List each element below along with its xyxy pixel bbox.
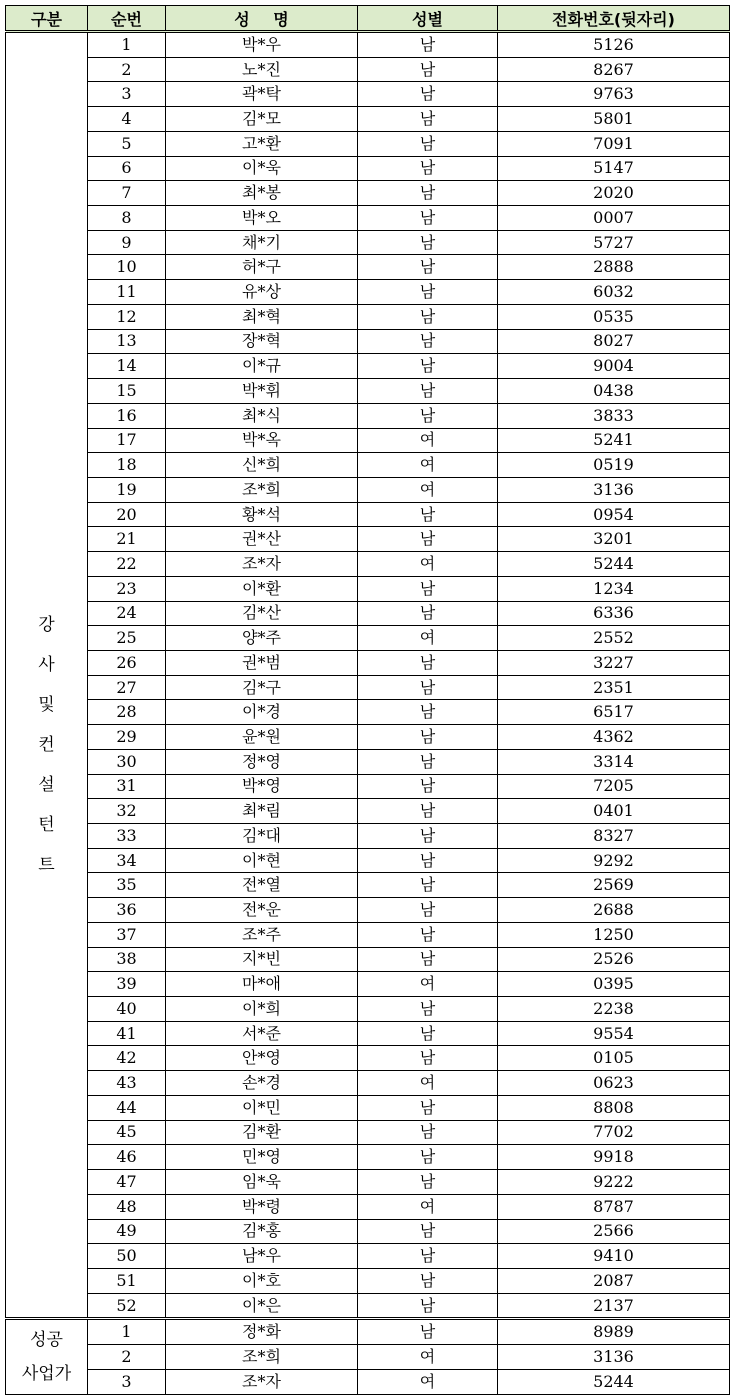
cell-phone: 6032 xyxy=(498,280,730,305)
header-phone: 전화번호(뒷자리) xyxy=(498,6,730,32)
cell-number: 20 xyxy=(88,502,166,527)
cell-phone: 5801 xyxy=(498,107,730,132)
table-row xyxy=(6,1293,730,1319)
table-row xyxy=(6,824,730,849)
cell-phone: 7205 xyxy=(498,774,730,799)
table-row xyxy=(6,57,730,82)
cell-phone: 2351 xyxy=(498,675,730,700)
cell-number: 31 xyxy=(88,774,166,799)
table-row xyxy=(6,1244,730,1269)
cell-name: 임*욱 xyxy=(166,1170,358,1195)
cell-name: 박*영 xyxy=(166,774,358,799)
cell-number: 13 xyxy=(88,329,166,354)
cell-phone: 0401 xyxy=(498,799,730,824)
cell-phone: 9554 xyxy=(498,1021,730,1046)
cell-phone: 2087 xyxy=(498,1268,730,1293)
cell-name: 김*대 xyxy=(166,824,358,849)
table-row xyxy=(6,1120,730,1145)
cell-gender: 여 xyxy=(358,453,498,478)
cell-phone: 0623 xyxy=(498,1071,730,1096)
cell-phone: 9763 xyxy=(498,82,730,107)
group-label-text: 성공 xyxy=(30,1329,63,1350)
table-row xyxy=(6,1194,730,1219)
cell-phone: 5727 xyxy=(498,230,730,255)
cell-number: 3 xyxy=(88,82,166,107)
table-row xyxy=(6,799,730,824)
cell-number: 40 xyxy=(88,997,166,1022)
table-row xyxy=(6,947,730,972)
cell-number: 28 xyxy=(88,700,166,725)
table-row xyxy=(6,725,730,750)
cell-number: 6 xyxy=(88,156,166,181)
cell-name: 안*영 xyxy=(166,1046,358,1071)
cell-phone: 2888 xyxy=(498,255,730,280)
cell-phone: 6336 xyxy=(498,601,730,626)
cell-phone: 8267 xyxy=(498,57,730,82)
cell-number: 44 xyxy=(88,1095,166,1120)
cell-number: 48 xyxy=(88,1194,166,1219)
cell-number: 21 xyxy=(88,527,166,552)
table-row xyxy=(6,1095,730,1120)
table-row xyxy=(6,403,730,428)
cell-phone: 5126 xyxy=(498,32,730,58)
cell-phone: 2526 xyxy=(498,947,730,972)
cell-name: 박*오 xyxy=(166,206,358,231)
table-row xyxy=(6,1071,730,1096)
cell-phone: 6517 xyxy=(498,700,730,725)
cell-name: 권*산 xyxy=(166,527,358,552)
cell-number: 19 xyxy=(88,477,166,502)
cell-gender: 남 xyxy=(358,1145,498,1170)
group-label-text: 및 xyxy=(38,695,55,716)
cell-phone: 9410 xyxy=(498,1244,730,1269)
cell-number: 17 xyxy=(88,428,166,453)
cell-number: 1 xyxy=(88,1319,166,1345)
cell-gender: 남 xyxy=(358,206,498,231)
cell-gender: 남 xyxy=(358,304,498,329)
cell-name: 박*령 xyxy=(166,1194,358,1219)
table-row xyxy=(6,156,730,181)
cell-gender: 남 xyxy=(358,947,498,972)
cell-name: 박*옥 xyxy=(166,428,358,453)
cell-name: 박*우 xyxy=(166,32,358,58)
cell-number: 27 xyxy=(88,675,166,700)
cell-name: 이*환 xyxy=(166,576,358,601)
cell-number: 43 xyxy=(88,1071,166,1096)
cell-name: 이*은 xyxy=(166,1293,358,1319)
cell-number: 47 xyxy=(88,1170,166,1195)
cell-number: 26 xyxy=(88,650,166,675)
cell-gender: 남 xyxy=(358,675,498,700)
cell-gender: 남 xyxy=(358,700,498,725)
cell-name: 전*열 xyxy=(166,873,358,898)
cell-name: 최*식 xyxy=(166,403,358,428)
cell-gender: 남 xyxy=(358,354,498,379)
cell-gender: 남 xyxy=(358,1293,498,1319)
table-row xyxy=(6,873,730,898)
cell-name: 최*혁 xyxy=(166,304,358,329)
table-row xyxy=(6,1268,730,1293)
table-row xyxy=(6,477,730,502)
cell-number: 34 xyxy=(88,848,166,873)
cell-phone: 5244 xyxy=(498,1369,730,1394)
table-row xyxy=(6,675,730,700)
table-row xyxy=(6,32,730,58)
table-row xyxy=(6,1319,730,1345)
header-gender: 성별 xyxy=(358,6,498,32)
cell-gender: 여 xyxy=(358,1345,498,1370)
cell-name: 장*혁 xyxy=(166,329,358,354)
cell-number: 16 xyxy=(88,403,166,428)
cell-gender: 여 xyxy=(358,972,498,997)
cell-gender: 남 xyxy=(358,799,498,824)
table-row xyxy=(6,428,730,453)
table-row xyxy=(6,255,730,280)
cell-gender: 여 xyxy=(358,626,498,651)
cell-phone: 3136 xyxy=(498,1345,730,1370)
cell-number: 25 xyxy=(88,626,166,651)
table-row xyxy=(6,601,730,626)
cell-number: 37 xyxy=(88,922,166,947)
table-row xyxy=(6,774,730,799)
roster-table xyxy=(5,5,730,1395)
cell-name: 최*봉 xyxy=(166,181,358,206)
cell-name: 정*화 xyxy=(166,1319,358,1345)
cell-gender: 남 xyxy=(358,403,498,428)
table-row xyxy=(6,922,730,947)
cell-number: 12 xyxy=(88,304,166,329)
cell-name: 조*주 xyxy=(166,922,358,947)
cell-name: 마*애 xyxy=(166,972,358,997)
cell-phone: 2238 xyxy=(498,997,730,1022)
cell-phone: 0519 xyxy=(498,453,730,478)
cell-gender: 남 xyxy=(358,873,498,898)
cell-number: 7 xyxy=(88,181,166,206)
table-row xyxy=(6,502,730,527)
cell-phone: 5244 xyxy=(498,552,730,577)
table-row xyxy=(6,453,730,478)
cell-name: 최*림 xyxy=(166,799,358,824)
cell-name: 민*영 xyxy=(166,1145,358,1170)
cell-gender: 남 xyxy=(358,1120,498,1145)
cell-phone: 4362 xyxy=(498,725,730,750)
cell-name: 서*준 xyxy=(166,1021,358,1046)
group-label-text: 컨 xyxy=(38,735,55,756)
cell-gender: 남 xyxy=(358,181,498,206)
cell-name: 양*주 xyxy=(166,626,358,651)
cell-phone: 2688 xyxy=(498,898,730,923)
cell-gender: 남 xyxy=(358,527,498,552)
cell-name: 지*빈 xyxy=(166,947,358,972)
cell-name: 이*민 xyxy=(166,1095,358,1120)
table-row xyxy=(6,131,730,156)
header-row xyxy=(6,6,730,32)
table-row xyxy=(6,1170,730,1195)
table-row xyxy=(6,626,730,651)
cell-name: 박*휘 xyxy=(166,379,358,404)
cell-number: 38 xyxy=(88,947,166,972)
cell-gender: 남 xyxy=(358,725,498,750)
cell-phone: 3136 xyxy=(498,477,730,502)
cell-number: 36 xyxy=(88,898,166,923)
cell-gender: 여 xyxy=(358,428,498,453)
cell-number: 52 xyxy=(88,1293,166,1319)
cell-name: 이*욱 xyxy=(166,156,358,181)
table-row xyxy=(6,354,730,379)
cell-phone: 0438 xyxy=(498,379,730,404)
table-row xyxy=(6,527,730,552)
cell-number: 3 xyxy=(88,1369,166,1394)
cell-name: 황*석 xyxy=(166,502,358,527)
cell-gender: 남 xyxy=(358,1319,498,1345)
table-row xyxy=(6,576,730,601)
table-row xyxy=(6,997,730,1022)
cell-gender: 남 xyxy=(358,255,498,280)
header-number: 순번 xyxy=(88,6,166,32)
cell-name: 윤*원 xyxy=(166,725,358,750)
cell-gender: 남 xyxy=(358,601,498,626)
cell-phone: 5147 xyxy=(498,156,730,181)
cell-phone: 2569 xyxy=(498,873,730,898)
cell-gender: 남 xyxy=(358,1170,498,1195)
cell-gender: 남 xyxy=(358,898,498,923)
header-name: 성 명 xyxy=(166,6,358,32)
cell-phone: 1234 xyxy=(498,576,730,601)
cell-number: 22 xyxy=(88,552,166,577)
cell-number: 5 xyxy=(88,131,166,156)
cell-gender: 남 xyxy=(358,1268,498,1293)
cell-gender: 여 xyxy=(358,477,498,502)
cell-gender: 남 xyxy=(358,922,498,947)
cell-gender: 남 xyxy=(358,131,498,156)
cell-name: 곽*탁 xyxy=(166,82,358,107)
cell-gender: 남 xyxy=(358,1219,498,1244)
cell-name: 조*희 xyxy=(166,1345,358,1370)
cell-phone: 0395 xyxy=(498,972,730,997)
cell-name: 이*규 xyxy=(166,354,358,379)
cell-gender: 남 xyxy=(358,230,498,255)
cell-phone: 9918 xyxy=(498,1145,730,1170)
cell-number: 8 xyxy=(88,206,166,231)
cell-name: 김*모 xyxy=(166,107,358,132)
cell-number: 2 xyxy=(88,57,166,82)
cell-phone: 9222 xyxy=(498,1170,730,1195)
cell-number: 24 xyxy=(88,601,166,626)
cell-name: 남*우 xyxy=(166,1244,358,1269)
cell-gender: 남 xyxy=(358,848,498,873)
table-row xyxy=(6,1219,730,1244)
cell-name: 신*희 xyxy=(166,453,358,478)
cell-phone: 8787 xyxy=(498,1194,730,1219)
table-row xyxy=(6,1046,730,1071)
group-label-text: 사 xyxy=(38,655,55,676)
table-row xyxy=(6,1345,730,1370)
cell-gender: 남 xyxy=(358,82,498,107)
table-row xyxy=(6,82,730,107)
cell-name: 이*경 xyxy=(166,700,358,725)
cell-phone: 3201 xyxy=(498,527,730,552)
cell-number: 35 xyxy=(88,873,166,898)
cell-gender: 남 xyxy=(358,107,498,132)
cell-phone: 1250 xyxy=(498,922,730,947)
cell-gender: 남 xyxy=(358,1046,498,1071)
cell-name: 유*상 xyxy=(166,280,358,305)
cell-number: 39 xyxy=(88,972,166,997)
cell-gender: 남 xyxy=(358,32,498,58)
cell-name: 권*범 xyxy=(166,650,358,675)
cell-number: 30 xyxy=(88,749,166,774)
cell-phone: 2020 xyxy=(498,181,730,206)
header-category: 구분 xyxy=(6,6,88,32)
group-label-text: 사업가 xyxy=(21,1363,72,1384)
table-row xyxy=(6,1145,730,1170)
table-row xyxy=(6,206,730,231)
cell-name: 손*경 xyxy=(166,1071,358,1096)
cell-number: 45 xyxy=(88,1120,166,1145)
cell-gender: 여 xyxy=(358,1194,498,1219)
table-row xyxy=(6,898,730,923)
cell-number: 18 xyxy=(88,453,166,478)
cell-number: 15 xyxy=(88,379,166,404)
table-row xyxy=(6,700,730,725)
cell-gender: 남 xyxy=(358,502,498,527)
cell-phone: 3227 xyxy=(498,650,730,675)
cell-gender: 남 xyxy=(358,576,498,601)
table-row xyxy=(6,280,730,305)
table-row xyxy=(6,749,730,774)
cell-name: 이*희 xyxy=(166,997,358,1022)
cell-gender: 남 xyxy=(358,997,498,1022)
cell-name: 김*환 xyxy=(166,1120,358,1145)
group-label-text: 설 xyxy=(38,775,55,796)
cell-name: 김*산 xyxy=(166,601,358,626)
cell-gender: 남 xyxy=(358,57,498,82)
cell-phone: 0105 xyxy=(498,1046,730,1071)
cell-gender: 여 xyxy=(358,1369,498,1394)
cell-gender: 남 xyxy=(358,1244,498,1269)
cell-phone: 2552 xyxy=(498,626,730,651)
cell-name: 정*영 xyxy=(166,749,358,774)
cell-name: 전*운 xyxy=(166,898,358,923)
cell-number: 50 xyxy=(88,1244,166,1269)
cell-number: 41 xyxy=(88,1021,166,1046)
cell-gender: 남 xyxy=(358,824,498,849)
cell-name: 노*진 xyxy=(166,57,358,82)
table-row xyxy=(6,379,730,404)
group-label-text: 턴 xyxy=(38,815,55,836)
cell-phone: 8327 xyxy=(498,824,730,849)
cell-gender: 남 xyxy=(358,280,498,305)
cell-name: 이*호 xyxy=(166,1268,358,1293)
table-row xyxy=(6,848,730,873)
cell-name: 허*구 xyxy=(166,255,358,280)
cell-gender: 여 xyxy=(358,552,498,577)
cell-phone: 5241 xyxy=(498,428,730,453)
cell-name: 조*희 xyxy=(166,477,358,502)
cell-number: 29 xyxy=(88,725,166,750)
cell-name: 고*환 xyxy=(166,131,358,156)
cell-number: 42 xyxy=(88,1046,166,1071)
cell-name: 채*기 xyxy=(166,230,358,255)
table-row xyxy=(6,972,730,997)
table-row xyxy=(6,181,730,206)
table-row xyxy=(6,1021,730,1046)
cell-phone: 3833 xyxy=(498,403,730,428)
cell-number: 2 xyxy=(88,1345,166,1370)
cell-number: 11 xyxy=(88,280,166,305)
cell-phone: 8808 xyxy=(498,1095,730,1120)
cell-number: 14 xyxy=(88,354,166,379)
cell-number: 9 xyxy=(88,230,166,255)
cell-phone: 8027 xyxy=(498,329,730,354)
cell-number: 1 xyxy=(88,32,166,58)
cell-phone: 0007 xyxy=(498,206,730,231)
cell-number: 33 xyxy=(88,824,166,849)
table-row xyxy=(6,1369,730,1394)
group-label-successful-entrepreneurs xyxy=(6,1319,88,1394)
cell-gender: 남 xyxy=(358,379,498,404)
cell-phone: 7091 xyxy=(498,131,730,156)
table-row xyxy=(6,329,730,354)
cell-phone: 2137 xyxy=(498,1293,730,1319)
cell-name: 이*현 xyxy=(166,848,358,873)
cell-phone: 9292 xyxy=(498,848,730,873)
group-label-instructors-consultants xyxy=(6,32,88,1319)
cell-gender: 남 xyxy=(358,156,498,181)
cell-number: 23 xyxy=(88,576,166,601)
cell-name: 조*자 xyxy=(166,552,358,577)
cell-gender: 남 xyxy=(358,1021,498,1046)
cell-number: 49 xyxy=(88,1219,166,1244)
cell-gender: 남 xyxy=(358,749,498,774)
cell-gender: 남 xyxy=(358,1095,498,1120)
cell-number: 46 xyxy=(88,1145,166,1170)
cell-phone: 3314 xyxy=(498,749,730,774)
cell-phone: 8989 xyxy=(498,1319,730,1345)
cell-phone: 0535 xyxy=(498,304,730,329)
cell-number: 10 xyxy=(88,255,166,280)
cell-gender: 남 xyxy=(358,774,498,799)
cell-gender: 남 xyxy=(358,650,498,675)
cell-name: 조*자 xyxy=(166,1369,358,1394)
cell-phone: 2566 xyxy=(498,1219,730,1244)
table-row xyxy=(6,650,730,675)
cell-name: 김*구 xyxy=(166,675,358,700)
table-row xyxy=(6,552,730,577)
table-row xyxy=(6,107,730,132)
cell-phone: 0954 xyxy=(498,502,730,527)
cell-phone: 7702 xyxy=(498,1120,730,1145)
cell-phone: 9004 xyxy=(498,354,730,379)
table-row xyxy=(6,230,730,255)
cell-number: 51 xyxy=(88,1268,166,1293)
cell-number: 32 xyxy=(88,799,166,824)
table-row xyxy=(6,304,730,329)
group-label-text: 트 xyxy=(38,855,55,876)
cell-gender: 남 xyxy=(358,329,498,354)
cell-gender: 여 xyxy=(358,1071,498,1096)
group-label-text: 강 xyxy=(38,615,55,636)
cell-name: 김*홍 xyxy=(166,1219,358,1244)
cell-number: 4 xyxy=(88,107,166,132)
